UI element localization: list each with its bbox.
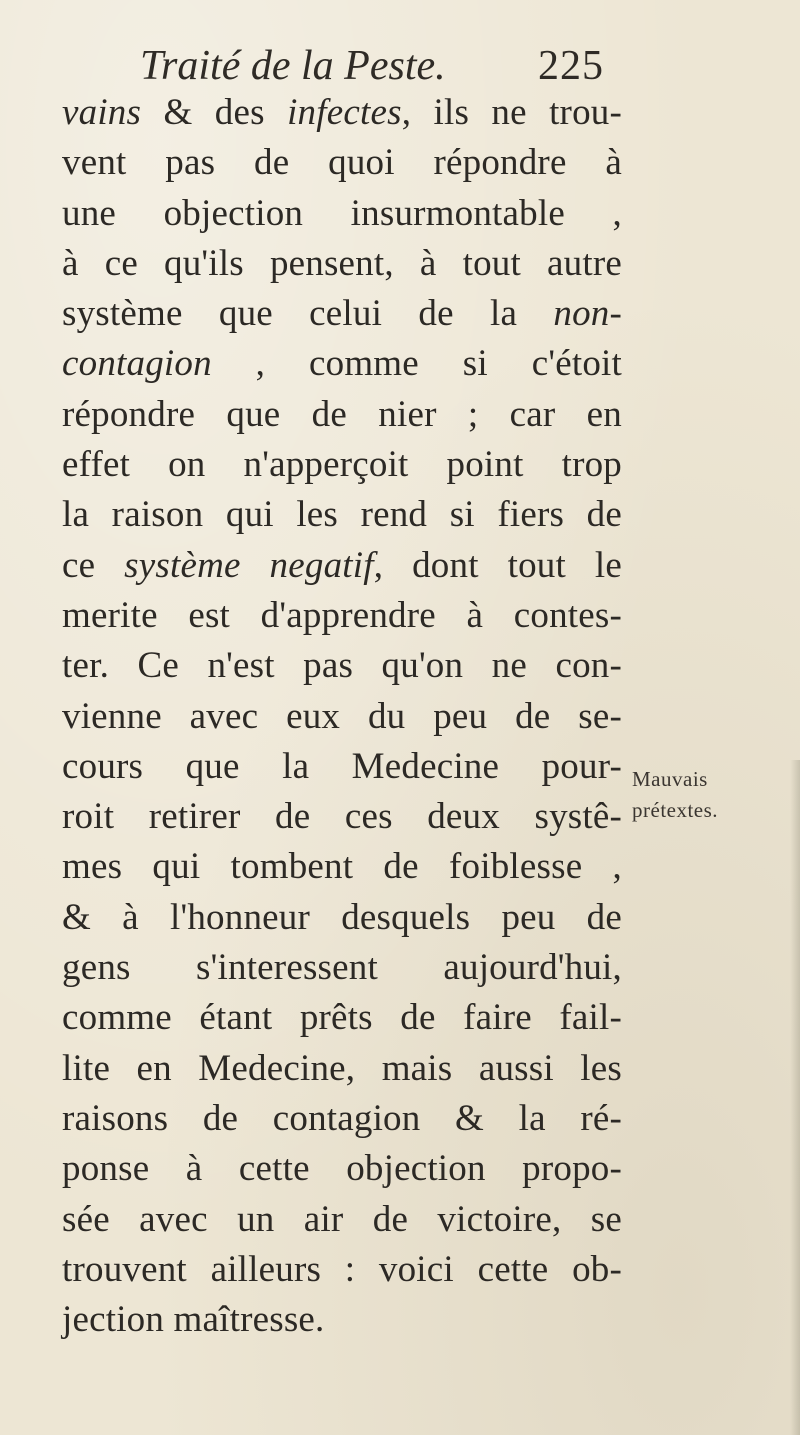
text-segment: vienne avec eux du peu de se-	[62, 695, 622, 737]
text-segment: vent pas de quoi répondre à	[62, 142, 622, 184]
text-segment: merite est d'apprendre à contes-	[62, 594, 622, 636]
text-segment: gens s'interessent aujourd'hui,	[62, 947, 622, 989]
italic-segment: contagion	[62, 343, 212, 385]
text-line	[62, 641, 622, 691]
text-segment: & à l'honneur desquels peu de	[62, 896, 622, 938]
text-line	[62, 692, 622, 742]
text-segment: jection maîtresse.	[62, 1299, 325, 1341]
text-segment: système que celui de la	[62, 293, 554, 335]
text-line	[62, 742, 622, 792]
text-segment: lite en Medecine, mais aussi les	[62, 1047, 622, 1089]
margin-note-line-1: Mauvais	[632, 767, 708, 791]
text-segment: roit retirer de ces deux systê-	[62, 796, 622, 838]
text-line	[62, 239, 622, 289]
text-line	[62, 1245, 622, 1295]
text-segment: , ils ne trou-	[401, 92, 622, 133]
text-segment: à ce qu'ils pensent, à tout autre	[62, 242, 622, 284]
text-segment: cours que la Medecine pour-	[62, 745, 622, 787]
text-segment: , comme si c'étoit	[211, 343, 622, 385]
margin-note	[632, 764, 792, 826]
text-line	[62, 390, 622, 440]
body-text	[62, 88, 622, 1345]
text-segment: , dont tout le	[373, 544, 623, 586]
text-line	[62, 893, 622, 943]
margin-note-line-2: prétextes.	[632, 798, 719, 822]
text-segment: sée avec un air de victoire, se	[62, 1198, 622, 1240]
text-line	[62, 1094, 622, 1144]
text-segment: répondre que de nier ; car en	[62, 393, 622, 435]
text-segment: la raison qui les rend si fiers de	[62, 494, 622, 536]
text-segment: une objection insurmontable ,	[62, 192, 622, 234]
text-line	[62, 88, 622, 138]
running-head	[140, 40, 620, 92]
text-line	[62, 1195, 622, 1245]
text-segment: ponse à cette objection propo-	[62, 1148, 622, 1190]
text-line	[62, 1295, 622, 1345]
text-line	[62, 339, 622, 389]
text-segment: mes qui tombent de foiblesse ,	[62, 846, 622, 888]
text-segment: ter. Ce n'est pas qu'on ne con-	[62, 645, 622, 687]
italic-segment: non-	[553, 293, 622, 335]
page-number: 225	[538, 43, 604, 89]
text-line	[62, 792, 622, 842]
text-line	[62, 189, 622, 239]
text-line	[62, 1044, 622, 1094]
text-line	[62, 490, 622, 540]
text-line	[62, 591, 622, 641]
text-line	[62, 993, 622, 1043]
page-edge-shadow	[790, 760, 800, 1435]
text-segment: trouvent ailleurs : voici cette ob-	[62, 1248, 622, 1290]
text-segment: ce	[62, 544, 125, 586]
italic-segment: infectes	[287, 92, 402, 133]
text-line	[62, 440, 622, 490]
text-line	[62, 541, 622, 591]
italic-segment: vains	[62, 92, 142, 133]
text-segment: effet on n'apperçoit point trop	[62, 444, 622, 486]
running-title: Traité de la Peste.	[140, 43, 446, 89]
text-line	[62, 289, 622, 339]
text-line	[62, 138, 622, 188]
text-segment: raisons de contagion & la ré-	[62, 1097, 622, 1139]
text-line	[62, 1144, 622, 1194]
text-segment: & des	[141, 92, 288, 133]
italic-segment: système negatif	[124, 544, 374, 586]
text-line	[62, 842, 622, 892]
text-line	[62, 943, 622, 993]
text-segment: comme étant prêts de faire fail-	[62, 997, 622, 1039]
